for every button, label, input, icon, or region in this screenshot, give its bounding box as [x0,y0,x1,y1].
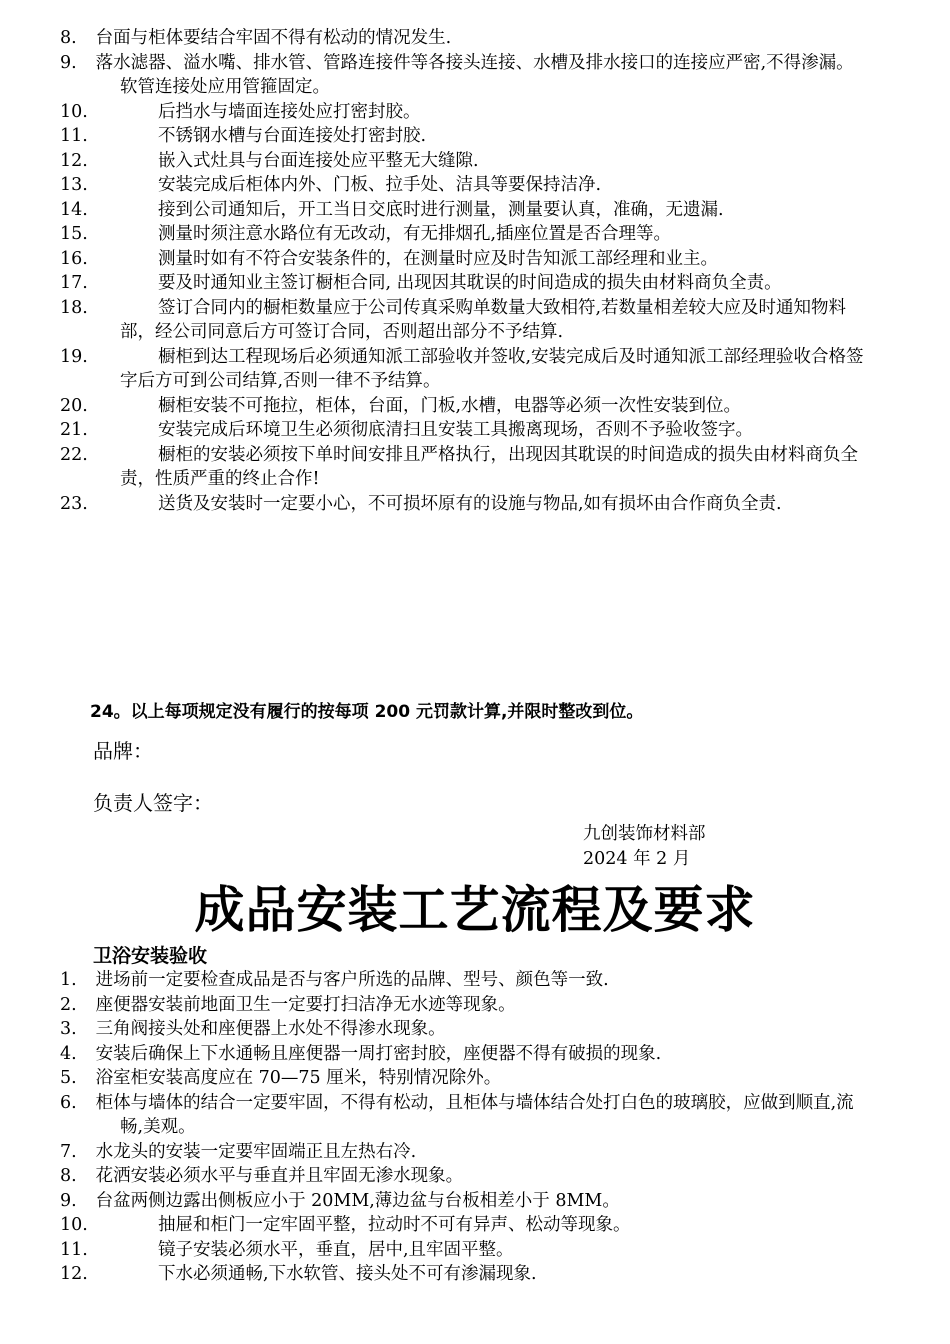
item-number: 20. [60,395,88,416]
item-text: 落水滤器、溢水嘴、排水管、管路连接件等各接头连接、水槽及排水接口的连接应严密,不得渗漏。软管连接处应用管箍固定。 [95,52,854,97]
item-number: 14. [60,199,88,220]
item-number: 10. [60,101,88,122]
item-text: 安装完成后环境卫生必须彻底清扫且安装工具搬离现场，否则不予验收签字。 [158,420,753,440]
item-text: 橱柜到达工程现场后必须通知派工部验收并签收,安装完成后及时通知派工部经理验收合格签字后方可到公司结算,否则一律不予结算。 [120,346,864,391]
list-item [60,1262,865,1287]
list-item [60,1213,865,1238]
item-number: 13. [60,175,88,195]
item-number: 18. [60,297,88,318]
item-text: 不锈钢水槽与台面连接处打密封胶. [158,126,427,146]
item-number: 17. [60,273,88,293]
list-item [60,418,865,443]
item-text: 嵌入式灶具与台面连接处应平整无大缝隙. [158,150,479,171]
item-text: 安装后确保上下水通畅且座便器一周打密封胶，座便器不得有破损的现象. [95,1043,662,1064]
item-text: 测量时如有不符合安装条件的，在测量时应及时告知派工部经理和业主。 [158,248,718,269]
list-item [60,124,865,149]
item-text: 后挡水与墙面连接处应打密封胶。 [158,101,421,122]
item-number: 15. [60,224,88,244]
list-item [60,443,865,492]
list-item [60,1238,865,1263]
list-item: 3. 三角阀接头处和座便器上水处不得渗水现象。 [60,1019,446,1039]
item-text: 签订合同内的橱柜数量应于公司传真采购单数量大致相符,若数量相差较大应及时通知物料部，经公司同意后方可签订合同，否则超出部分不予结算. [120,297,847,342]
item-text: 抽屉和柜门一定牢固平整，拉动时不可有异声、松动等现象。 [158,1215,631,1235]
list-item [60,222,865,247]
list-item: 7. 水龙头的安装一定要牢固端正且左热右冷. [60,1141,417,1162]
item-text: 浴室柜安装高度应在 70—75 厘米，特别情况除外。 [95,1068,502,1088]
list-item: 5. 浴室柜安装高度应在 70—75 厘米，特别情况除外。 [60,1068,502,1088]
item-text: 安装完成后柜体内外、门板、拉手处、洁具等要保持洁净. [158,175,602,195]
list-item: 2. 座便器安装前地面卫生一定要打扫洁净无水迹等现象。 [60,994,516,1015]
list-item: 9. 台盆两侧边露出侧板应小于 20MM,薄边盆与台板相差小于 8MM。 [60,1190,620,1211]
list-item [60,271,865,296]
signature-label: 负责人签字： [93,791,213,815]
requirements-list-cabinet [60,26,865,516]
item-text: 送货及安装时一定要小心，不可损坏原有的设施与物品,如有损坏由合作商负全责. [158,493,782,514]
item-text: 测量时须注意水路位有无改动，有无排烟孔,插座位置是否合理等。 [158,224,672,244]
item-text: 要及时通知业主签订橱柜合同, 出现因其耽误的时间造成的损失由材料商负全责。 [158,273,782,293]
list-item: 1. 进场前一定要检查成品是否与客户所选的品牌、型号、颜色等一致. [60,970,609,990]
list-item [60,492,865,517]
list-item: 9. 落水滤器、溢水嘴、排水管、管路连接件等各接头连接、水槽及排水接口的连接应严密,不得渗漏。软管连接处应用管箍固定。 [60,52,854,97]
item-number: 11. [60,1239,88,1260]
item-text: 进场前一定要检查成品是否与客户所选的品牌、型号、颜色等一致. [95,970,609,990]
issuer-block [583,822,706,872]
item-text: 接到公司通知后，开工当日交底时进行测量，测量要认真，准确，无遗漏. [158,199,724,220]
item-text: 橱柜安装不可拖拉，柜体，台面，门板,水槽，电器等必须一次性安装到位。 [158,395,742,416]
document-title: 成品安装工艺流程及要求 [194,881,756,939]
item-number: 16. [60,248,88,269]
item-text: 三角阀接头处和座便器上水处不得渗水现象。 [95,1019,446,1039]
brand-label: 品牌： [93,739,153,763]
item-number: 19. [60,346,88,367]
issuer-name: 九创装饰材料部 [583,824,706,844]
list-item [60,394,865,419]
list-item [60,173,865,198]
item-text: 镜子安装必须水平，垂直，居中,且牢固平整。 [158,1239,514,1260]
list-item: 4. 安装后确保上下水通畅且座便器一周打密封胶，座便器不得有破损的现象. [60,1043,662,1064]
list-item [60,296,865,345]
list-item [60,345,865,394]
item-number: 21. [60,420,88,440]
item-number: 11. [60,126,88,146]
item-text: 花洒安装必须水平与垂直并且牢固无渗水现象。 [95,1166,464,1186]
requirements-list-bathroom [60,968,865,1287]
item-number: 12. [60,150,88,171]
list-item [60,247,865,272]
item-text: 台盆两侧边露出侧板应小于 20MM,薄边盆与台板相差小于 8MM。 [95,1190,620,1211]
item-text: 橱柜的安装必须按下单时间安排且严格执行，出现因其耽误的时间造成的损失由材料商负全责，性质严重的终止合作! [120,444,858,489]
item-number: 22. [60,444,88,465]
item-number: 10. [60,1215,88,1235]
section-heading: 卫浴安装验收 [93,945,208,967]
item-number: 12. [60,1264,88,1284]
item-text: 下水必须通畅,下水软管、接头处不可有渗漏现象. [158,1264,537,1284]
list-item [60,198,865,223]
list-item: 8. 台面与柜体要结合牢固不得有松动的情况发生. [60,28,452,48]
item-number: 23. [60,493,88,514]
list-item: 6. 柜体与墙体的结合一定要牢固，不得有松动，且柜体与墙体结合处打白色的玻璃胶，应做到顺直,流畅,美观。 [60,1092,854,1137]
item-text: 水龙头的安装一定要牢固端正且左热右冷. [95,1141,417,1162]
issue-date: 2024 年 2 月 [583,849,691,869]
list-item: 8. 花洒安装必须水平与垂直并且牢固无渗水现象。 [60,1166,464,1186]
penalty-clause: 24。以上每项规定没有履行的按每项 200 元罚款计算,并限时整改到位。 [90,702,644,722]
list-item [60,149,865,174]
item-text: 柜体与墙体的结合一定要牢固，不得有松动，且柜体与墙体结合处打白色的玻璃胶，应做到顺直,流畅,美观。 [95,1092,854,1137]
item-text: 座便器安装前地面卫生一定要打扫洁净无水迹等现象。 [95,994,516,1015]
list-item [60,100,865,125]
item-text: 台面与柜体要结合牢固不得有松动的情况发生. [95,28,452,48]
